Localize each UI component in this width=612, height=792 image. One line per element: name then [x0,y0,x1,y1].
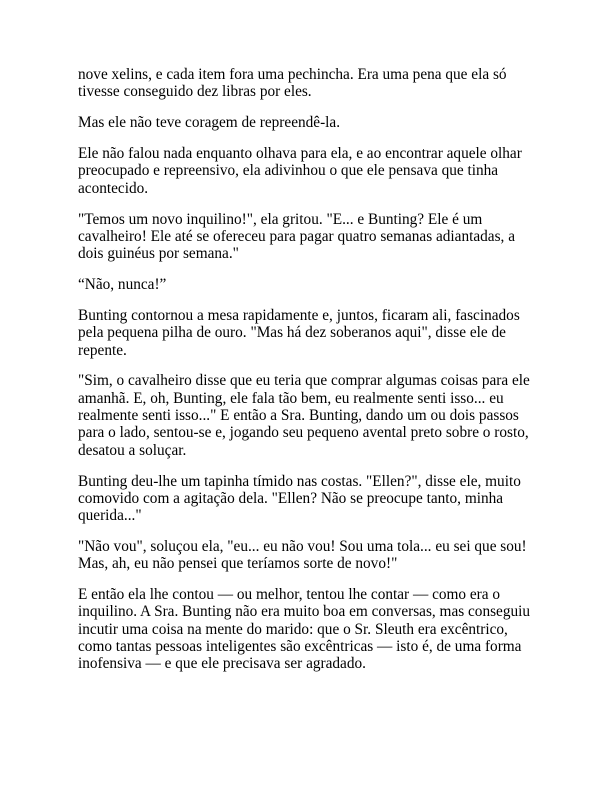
paragraph: Bunting deu-lhe um tapinha tímido nas costas. "Ellen?", disse ele, muito comovido com a agitação dela. "Ellen? Não se preocupe tanto, minha querida..." [78,472,521,525]
paragraph: Mas ele não teve coragem de repreendê-la. [78,114,341,132]
paragraph: Ele não falou nada enquanto olhava para ela, e ao encontrar aquele olhar preocupado e repreensivo, ela adivinhou o que ele pensava que tinha acontecido. [78,145,522,197]
paragraph: "Temos um novo inquilino!", ela gritou. "E... e Bunting? Ele é um cavalheiro! Ele até se ofereceu para pagar quatro semanas adiantadas, a dois guinéus por semana." [78,210,515,263]
paragraph: "Sim, o cavalheiro disse que eu teria que comprar algumas coisas para ele amanhã. E, oh, Bunting, ele fala tão bem, eu realmente senti isso... eu realmente senti isso..." E então a Sra. Bunting, dando um ou dois passos para o lado, sentou-se e, jogando seu pequeno avental preto sobre o rosto, desatou a soluçar. [78,372,530,459]
paragraph: “Não, nunca!” [78,276,167,294]
paragraph: nove xelins, e cada item fora uma pechincha. Era uma pena que ela só tivesse conseguido dez libras por eles. [78,66,507,101]
document-page [78,66,540,686]
paragraph: E então ela lhe contou — ou melhor, tentou lhe contar — como era o inquilino. A Sra. Bunting não era muito boa em conversas, mas conseguiu incutir uma coisa na mente do marido: que o Sr. Sleuth era excêntrico, como tantas pessoas inteligentes são excêntricas — isto é, de uma forma inofensiva — e que ele precisava ser agradado. [78,586,531,673]
paragraph: Bunting contornou a mesa rapidamente e, juntos, ficaram ali, fascinados pela pequena pilha de ouro. "Mas há dez soberanos aqui", disse ele de repente. [78,306,520,359]
paragraph: "Não vou", soluçou ela, "eu... eu não vou! Sou uma tola... eu sei que sou! Mas, ah, eu não pensei que teríamos sorte de novo!" [78,537,527,573]
